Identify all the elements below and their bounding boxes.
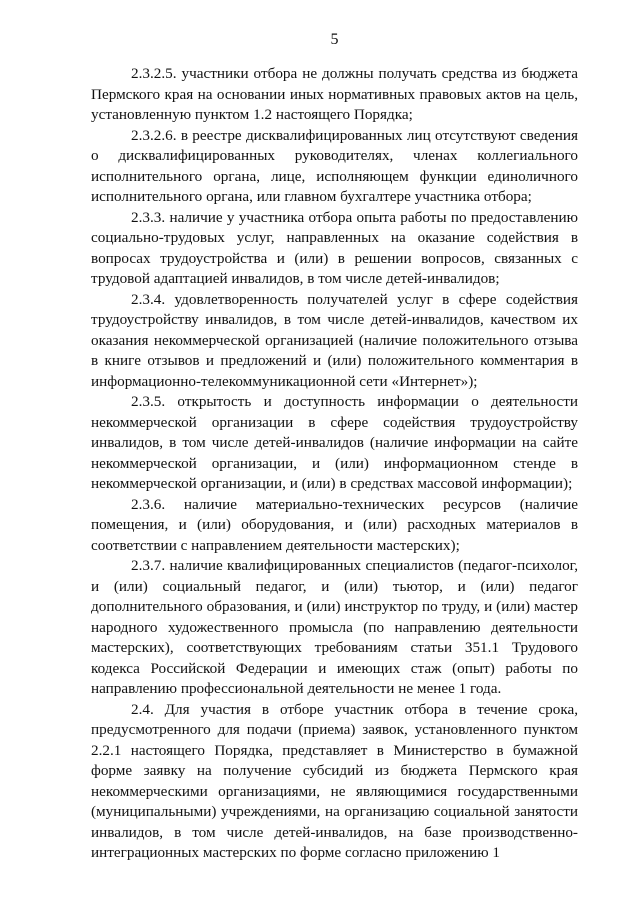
page-number: 5 xyxy=(330,31,339,48)
paragraph-2-4: 2.4. Для участия в отборе участник отбора в течение срока, предусмотренного для подачи (приема) заявок, установленного пунктом 2.2.1 настоящего Порядка, представляет в Министерство в бумажной форме заявку на получение субсидий из бюджета Пермского края некоммерческими организациями, не являющимися государственными (муниципальными) учреждениями, на организацию социальной занятости инвалидов, в том числе детей-инвалидов, на базе производственно-интеграционных мастерских по форме согласно приложению 1 xyxy=(91,700,578,861)
paragraph-2-3-3: 2.3.3. наличие у участника отбора опыта работы по предоставлению социально-трудовых услуг, направленных на оказание содействия в вопросах трудоустройства и (или) в решении вопросов, связанных с трудовой адаптацией инвалидов, в том числе детей-инвалидов; xyxy=(91,208,578,287)
paragraph-2-3-2-5: 2.3.2.5. участники отбора не должны получать средства из бюджета Пермского края на основании иных нормативных правовых актов на цель, установленную пунктом 1.2 настоящего Порядка; xyxy=(91,65,578,123)
paragraph-2-3-6: 2.3.6. наличие материально-технических ресурсов (наличие помещения, и (или) оборудования, и (или) расходных материалов в соответствии с направлением деятельности мастерских); xyxy=(91,495,578,554)
paragraph-2-3-2-6: 2.3.2.6. в реестре дисквалифицированных лиц отсутствуют сведения о дисквалифицированных руководителях, членах коллегиального исполнительного органа, лице, исполняющем функции единоличного исполнительного органа, или главном бухгалтере участника отбора; xyxy=(91,126,578,205)
paragraph-2-3-4: 2.3.4. удовлетворенность получателей услуг в сфере содействия трудоустройству инвалидов, в том числе детей-инвалидов, качеством их оказания некоммерческой организацией (наличие положительного отзыва в книге отзывов и предложений и (или) положительного комментария в информационно-телекоммуникационной сети «Интернет»); xyxy=(91,290,578,390)
paragraph-2-3-7: 2.3.7. наличие квалифицированных специалистов (педагог-психолог, и (или) социальный педагог, и (или) тьютор, и (или) педагог дополнительного образования, и (или) инструктор по труду, и (или) мастер народного художественного промысла (по направлению деятельности мастерских), соответствующих требованиям статьи 351.1 Трудового кодекса Российской Федерации и имеющих стаж (опыт) работы по направлению профессиональной деятельности не менее 1 года. xyxy=(91,557,578,697)
paragraph-2-3-5: 2.3.5. открытость и доступность информации о деятельности некоммерческой организации в сфере содействия трудоустройству инвалидов, в том числе детей-инвалидов (наличие информации на сайте некоммерческой организации, и (или) информационном стенде в некоммерческой организации, и (или) в средствах массовой информации); xyxy=(91,393,578,492)
